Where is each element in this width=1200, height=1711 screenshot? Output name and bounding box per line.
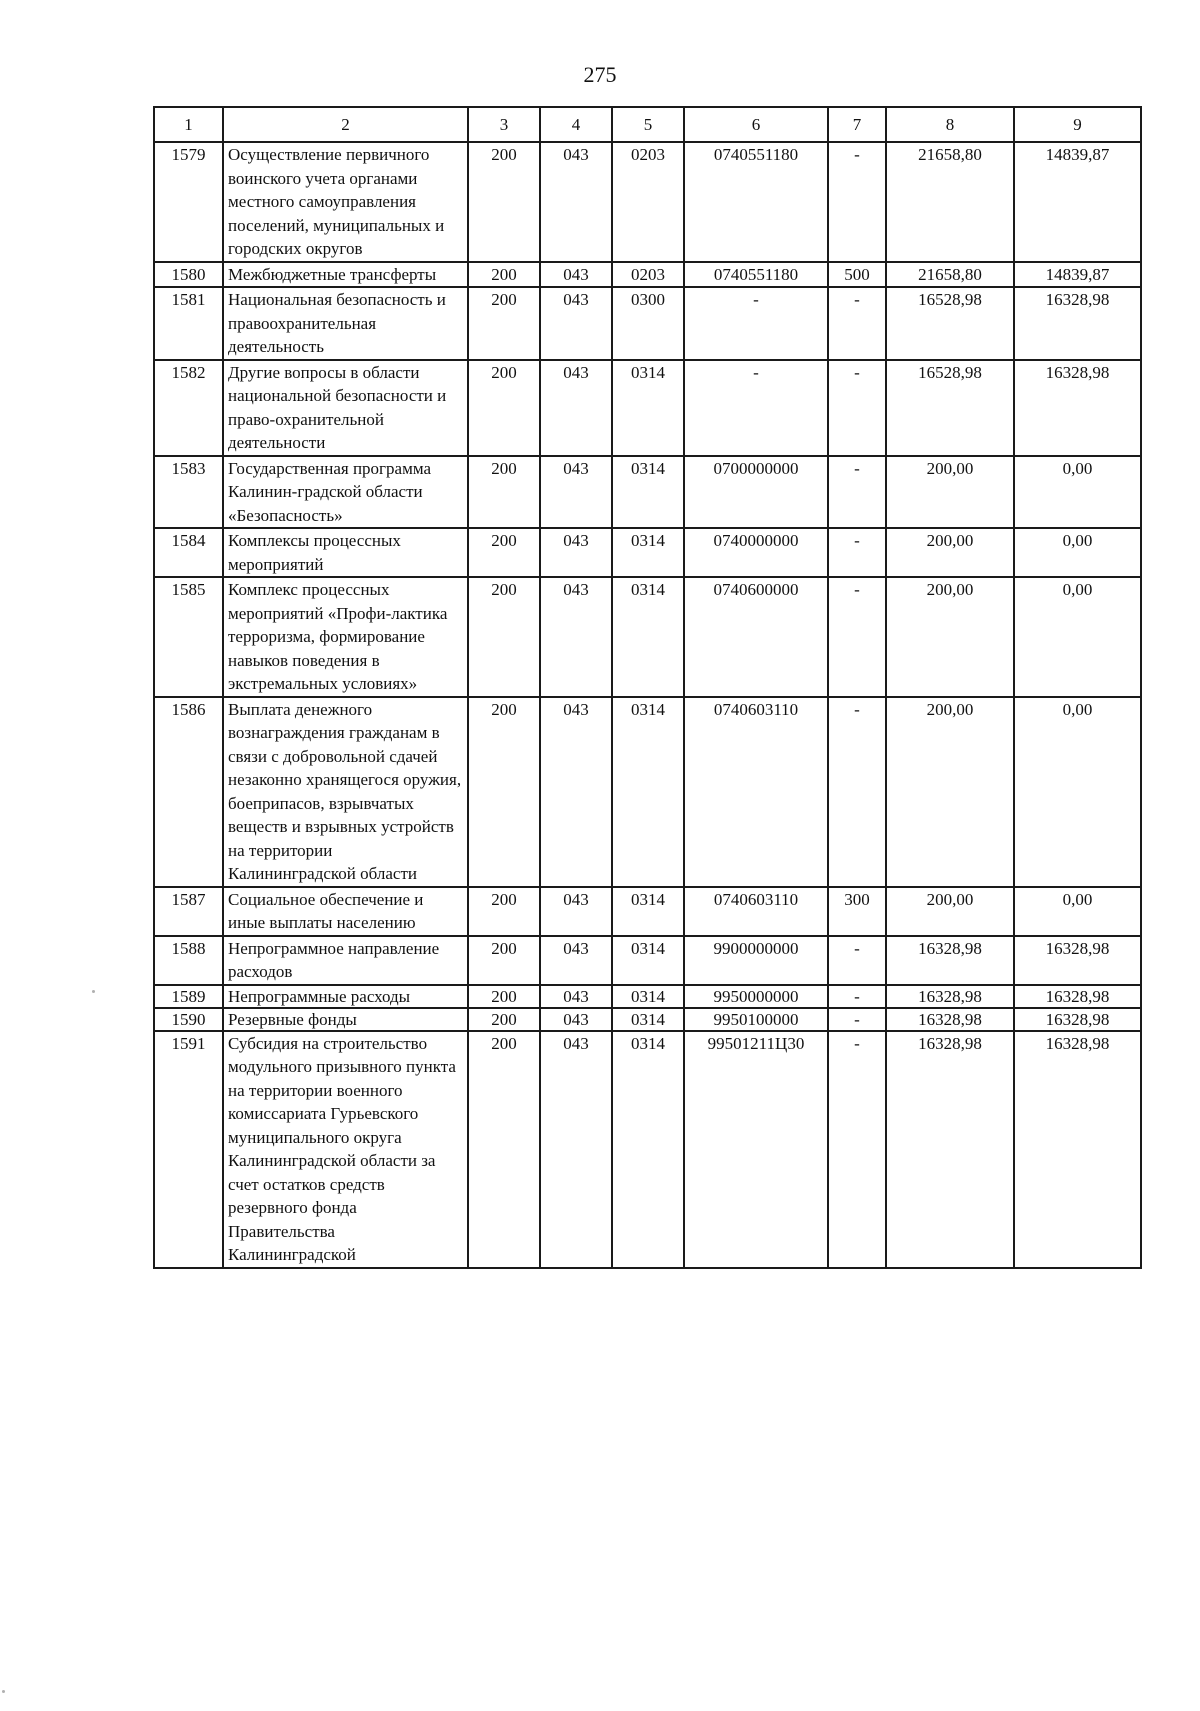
cell-col4: 043 [540, 262, 612, 288]
column-header: 3 [468, 107, 540, 142]
cell-col5: 0314 [612, 1008, 684, 1031]
scan-speck [2, 1690, 5, 1693]
cell-col4: 043 [540, 887, 612, 936]
cell-col9: 0,00 [1014, 577, 1141, 697]
cell-col6: 9950000000 [684, 985, 828, 1008]
cell-col4: 043 [540, 528, 612, 577]
row-name: Выплата денежного вознаграждения гражданам в связи с добровольной сдачей незаконно хранящегося оружия, боеприпасов, взрывчатых веществ и взрывных устройств на территории Калининградской области [223, 697, 468, 887]
cell-col4: 043 [540, 287, 612, 360]
cell-col7: - [828, 936, 886, 985]
cell-col7: - [828, 456, 886, 529]
table-row [154, 528, 1141, 577]
cell-col7: - [828, 287, 886, 360]
cell-col9: 14839,87 [1014, 142, 1141, 262]
cell-col3: 200 [468, 456, 540, 529]
cell-col3: 200 [468, 287, 540, 360]
cell-col8: 16528,98 [886, 360, 1014, 456]
row-name: Государственная программа Калинин-градской области «Безопасность» [223, 456, 468, 529]
cell-col6: - [684, 287, 828, 360]
column-header: 2 [223, 107, 468, 142]
cell-col9: 0,00 [1014, 528, 1141, 577]
row-number: 1580 [154, 262, 223, 288]
cell-col5: 0314 [612, 1031, 684, 1268]
cell-col5: 0314 [612, 697, 684, 887]
cell-col5: 0314 [612, 528, 684, 577]
cell-col8: 200,00 [886, 697, 1014, 887]
table-row [154, 1008, 1141, 1031]
row-number: 1581 [154, 287, 223, 360]
row-number: 1591 [154, 1031, 223, 1268]
table-row [154, 142, 1141, 262]
cell-col5: 0314 [612, 456, 684, 529]
cell-col3: 200 [468, 887, 540, 936]
row-name: Другие вопросы в области национальной безопасности и право-охранительной деятельности [223, 360, 468, 456]
cell-col8: 16328,98 [886, 1008, 1014, 1031]
cell-col7: - [828, 697, 886, 887]
table-row [154, 887, 1141, 936]
cell-col3: 200 [468, 697, 540, 887]
cell-col7: - [828, 1031, 886, 1268]
table-row [154, 697, 1141, 887]
cell-col4: 043 [540, 360, 612, 456]
cell-col3: 200 [468, 936, 540, 985]
cell-col6: - [684, 360, 828, 456]
cell-col5: 0314 [612, 577, 684, 697]
table-row [154, 456, 1141, 529]
cell-col9: 16328,98 [1014, 1008, 1141, 1031]
row-name: Комплекс процессных мероприятий «Профи-лактика терроризма, формирование навыков поведения в экстремальных условиях» [223, 577, 468, 697]
cell-col7: - [828, 142, 886, 262]
cell-col6: 9950100000 [684, 1008, 828, 1031]
cell-col7: - [828, 360, 886, 456]
cell-col9: 16328,98 [1014, 936, 1141, 985]
cell-col7: - [828, 1008, 886, 1031]
cell-col8: 16528,98 [886, 287, 1014, 360]
cell-col9: 0,00 [1014, 697, 1141, 887]
cell-col3: 200 [468, 1008, 540, 1031]
row-number: 1583 [154, 456, 223, 529]
cell-col7: - [828, 528, 886, 577]
column-header: 4 [540, 107, 612, 142]
cell-col4: 043 [540, 577, 612, 697]
row-number: 1587 [154, 887, 223, 936]
cell-col6: 0740600000 [684, 577, 828, 697]
row-number: 1582 [154, 360, 223, 456]
cell-col8: 16328,98 [886, 1031, 1014, 1268]
table-row [154, 936, 1141, 985]
cell-col8: 21658,80 [886, 142, 1014, 262]
cell-col6: 9900000000 [684, 936, 828, 985]
cell-col7: - [828, 577, 886, 697]
cell-col5: 0314 [612, 936, 684, 985]
cell-col3: 200 [468, 528, 540, 577]
cell-col9: 14839,87 [1014, 262, 1141, 288]
cell-col6: 0740551180 [684, 142, 828, 262]
cell-col5: 0203 [612, 262, 684, 288]
cell-col8: 16328,98 [886, 936, 1014, 985]
row-number: 1586 [154, 697, 223, 887]
column-header: 5 [612, 107, 684, 142]
cell-col5: 0300 [612, 287, 684, 360]
row-number: 1584 [154, 528, 223, 577]
row-name: Социальное обеспечение и иные выплаты населению [223, 887, 468, 936]
cell-col9: 0,00 [1014, 887, 1141, 936]
table-row [154, 1031, 1141, 1268]
cell-col9: 0,00 [1014, 456, 1141, 529]
cell-col5: 0314 [612, 887, 684, 936]
cell-col9: 16328,98 [1014, 1031, 1141, 1268]
cell-col6: 99501211Ц30 [684, 1031, 828, 1268]
cell-col4: 043 [540, 1008, 612, 1031]
cell-col9: 16328,98 [1014, 360, 1141, 456]
cell-col6: 0700000000 [684, 456, 828, 529]
cell-col8: 200,00 [886, 887, 1014, 936]
row-number: 1589 [154, 985, 223, 1008]
cell-col3: 200 [468, 577, 540, 697]
scan-speck [92, 990, 95, 993]
cell-col5: 0203 [612, 142, 684, 262]
cell-col8: 200,00 [886, 456, 1014, 529]
row-name: Непрограммное направление расходов [223, 936, 468, 985]
cell-col3: 200 [468, 142, 540, 262]
cell-col4: 043 [540, 456, 612, 529]
budget-table [153, 106, 1142, 1269]
cell-col7: 300 [828, 887, 886, 936]
cell-col4: 043 [540, 142, 612, 262]
table-row [154, 985, 1141, 1008]
row-name: Национальная безопасность и правоохранительная деятельность [223, 287, 468, 360]
cell-col8: 200,00 [886, 577, 1014, 697]
row-number: 1585 [154, 577, 223, 697]
cell-col8: 21658,80 [886, 262, 1014, 288]
table-row [154, 360, 1141, 456]
cell-col3: 200 [468, 360, 540, 456]
page-number: 275 [583, 62, 617, 87]
column-header: 9 [1014, 107, 1141, 142]
column-header: 6 [684, 107, 828, 142]
cell-col4: 043 [540, 936, 612, 985]
column-header: 8 [886, 107, 1014, 142]
cell-col8: 16328,98 [886, 985, 1014, 1008]
row-name: Резервные фонды [223, 1008, 468, 1031]
cell-col9: 16328,98 [1014, 985, 1141, 1008]
cell-col4: 043 [540, 1031, 612, 1268]
cell-col6: 0740603110 [684, 887, 828, 936]
row-name: Непрограммные расходы [223, 985, 468, 1008]
row-number: 1590 [154, 1008, 223, 1031]
table-row [154, 262, 1141, 288]
cell-col8: 200,00 [886, 528, 1014, 577]
cell-col6: 0740603110 [684, 697, 828, 887]
row-name: Субсидия на строительство модульного призывного пункта на территории военного комиссариата Гурьевского муниципального округа Калининградской области за счет остатков средств резервного фонда Правительства Калининградской [223, 1031, 468, 1268]
cell-col6: 0740551180 [684, 262, 828, 288]
column-header: 7 [828, 107, 886, 142]
column-header: 1 [154, 107, 223, 142]
cell-col7: 500 [828, 262, 886, 288]
row-name: Межбюджетные трансферты [223, 262, 468, 288]
cell-col3: 200 [468, 262, 540, 288]
row-number: 1588 [154, 936, 223, 985]
row-number: 1579 [154, 142, 223, 262]
cell-col6: 0740000000 [684, 528, 828, 577]
table-row [154, 287, 1141, 360]
cell-col4: 043 [540, 985, 612, 1008]
row-name: Комплексы процессных мероприятий [223, 528, 468, 577]
row-name: Осуществление первичного воинского учета органами местного самоуправления поселений, муниципальных и городских округов [223, 142, 468, 262]
table-header-row [154, 107, 1141, 142]
cell-col5: 0314 [612, 360, 684, 456]
cell-col5: 0314 [612, 985, 684, 1008]
cell-col9: 16328,98 [1014, 287, 1141, 360]
cell-col7: - [828, 985, 886, 1008]
cell-col3: 200 [468, 985, 540, 1008]
cell-col3: 200 [468, 1031, 540, 1268]
table-row [154, 577, 1141, 697]
cell-col4: 043 [540, 697, 612, 887]
